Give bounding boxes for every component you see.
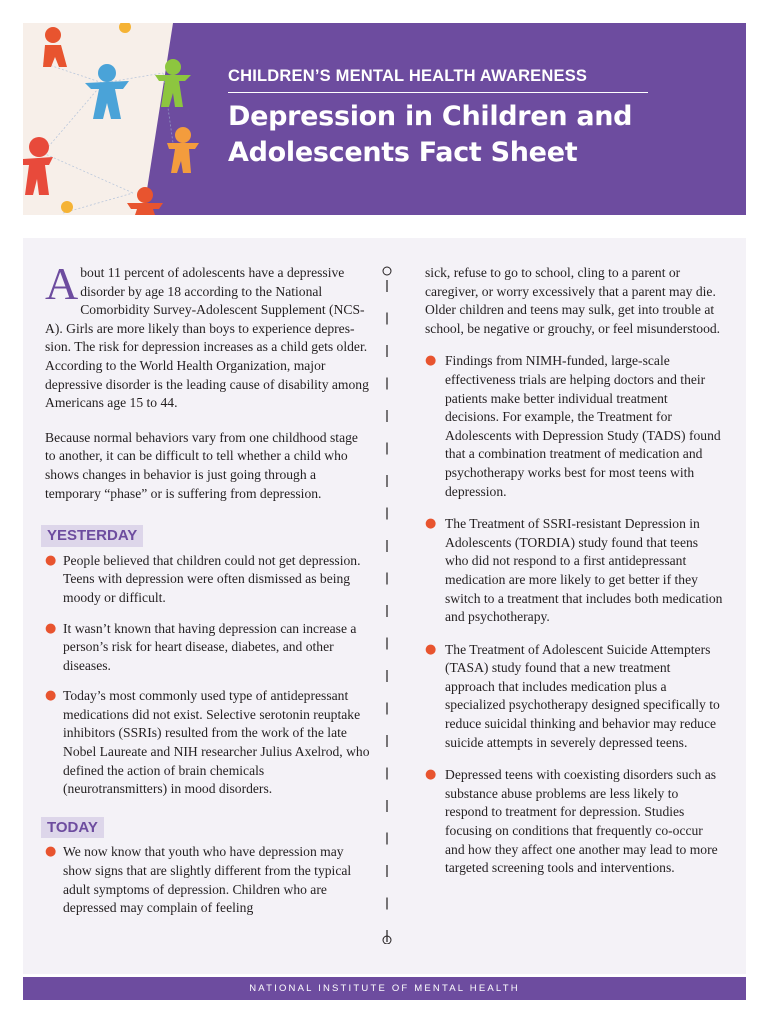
content-panel (23, 238, 746, 974)
title-line-2: Adolescents Fact Sheet (228, 137, 578, 168)
bullet-icon: ● (425, 767, 437, 783)
list-item-text: People believed that children could not get depression. Teens with depression were often dismissed as being moody or difficult. (63, 552, 361, 605)
list-item (425, 352, 723, 501)
footer-bar (23, 977, 746, 1000)
list-item-text: Today’s most commonly used type of antidepressant medications did not exist. Selective serotonin reuptake inhibitors (SSRIs) resulted from the work of the late Nobel Laureate and NIH researcher Julius Axelrod, who defined the action of brain chemicals (neurotransmitters) in mood disorders. (63, 688, 370, 797)
list-item-text: Findings from NIMH-funded, large-scale effectiveness trials are helping doctors and their patients make better individual treatment decisions. For example, the Treatment for Adolescents with Depression Study (TADS) found that a combination treatment of medication and psychotherapy works best for most teens with depression. (445, 353, 721, 499)
list-item (425, 264, 723, 338)
column-divider (380, 264, 394, 944)
list-item-text: The Treatment of SSRI-resistant Depression in Adolescents (TORDIA) study found that teens who did not respond to a first antidepressant medication are more likely to get better if they switch to a treatment that includes both medication and psychotherapy. (445, 516, 723, 625)
intro-paragraph-2: Because normal behaviors vary from one childhood stage to another, it can be difficult to tell whether a child who shows changes in behavior is just going through a temporary “phase” or is suffering from depression. (45, 429, 358, 501)
bullet-icon: ● (425, 641, 437, 657)
list-item-text: It wasn’t known that having depression can increase a person’s risk for heart disease, diabetes, and other diseases. (63, 620, 357, 673)
bullet-icon: ● (45, 552, 57, 568)
list-item (45, 843, 371, 917)
list-item-text: The Treatment of Adolescent Suicide Attempters (TASA) study found that a new treatment approach that includes medication plus a specialized psychotherapy designed specifically to reduce suicidal thinking and behavior may reduce suicide attempts in severely depressed teens. (445, 641, 720, 750)
bullet-icon: ● (425, 516, 437, 532)
list-item (45, 552, 371, 608)
bullet-icon: ● (45, 688, 57, 704)
list-item (45, 620, 371, 676)
header-rule (228, 92, 648, 93)
today-list (45, 843, 371, 917)
intro-p1-text: bout 11 percent of adolescents have a depressive disorder by age 18 according to the National Comorbidity Survey-Adolescent Supplement (NCS-A). Girls are more likely than boys to experience depres-sion. The risk for depression increases as a child gets older. According to the World Health Organization, major depressive disorder is the leading cause of disability among Americans age 15 to 44. (45, 265, 369, 411)
drop-cap: A (45, 258, 79, 309)
title-line-1: Depression in Children and (228, 101, 633, 132)
list-item (45, 687, 371, 799)
today-label: TODAY (41, 817, 104, 839)
header-kicker: CHILDREN’S MENTAL HEALTH AWARENESS (228, 67, 588, 85)
intro-paragraph-1 (45, 258, 371, 413)
people-figures-icon (23, 23, 213, 215)
list-item-text: We now know that youth who have depression may show signs that are slightly different from the typical adult symptoms of depression. Children who are depressed may complain of feeling (63, 844, 352, 916)
header-banner (23, 23, 746, 215)
bullet-icon: ● (45, 844, 57, 860)
page-title (228, 99, 668, 171)
left-column (45, 258, 371, 930)
list-item (425, 515, 723, 627)
bullet-icon: ● (425, 353, 437, 369)
bullet-icon: ● (45, 620, 57, 636)
list-item-text: Depressed teens with coexisting disorders such as substance abuse problems are less likely to respond to treatment for depression. Studies focusing on conditions that frequently co-occur and how they affect one another may lead to more targeted screening tools and interventions. (445, 767, 718, 876)
list-item (425, 766, 723, 878)
yesterday-label: YESTERDAY (41, 525, 143, 547)
right-column (425, 264, 723, 892)
header-text (228, 67, 668, 171)
list-item-text: sick, refuse to go to school, cling to a parent or caregiver, or worry excessively that a parent may die. Older children and teens may sulk, get into trouble at school, be negative or grouchy, or feel misunderstood. (425, 265, 721, 336)
today-list-continued (425, 264, 723, 878)
list-item (425, 641, 723, 753)
footer-text: NATIONAL INSTITUTE OF MENTAL HEALTH (249, 983, 520, 994)
yesterday-list (45, 552, 371, 799)
